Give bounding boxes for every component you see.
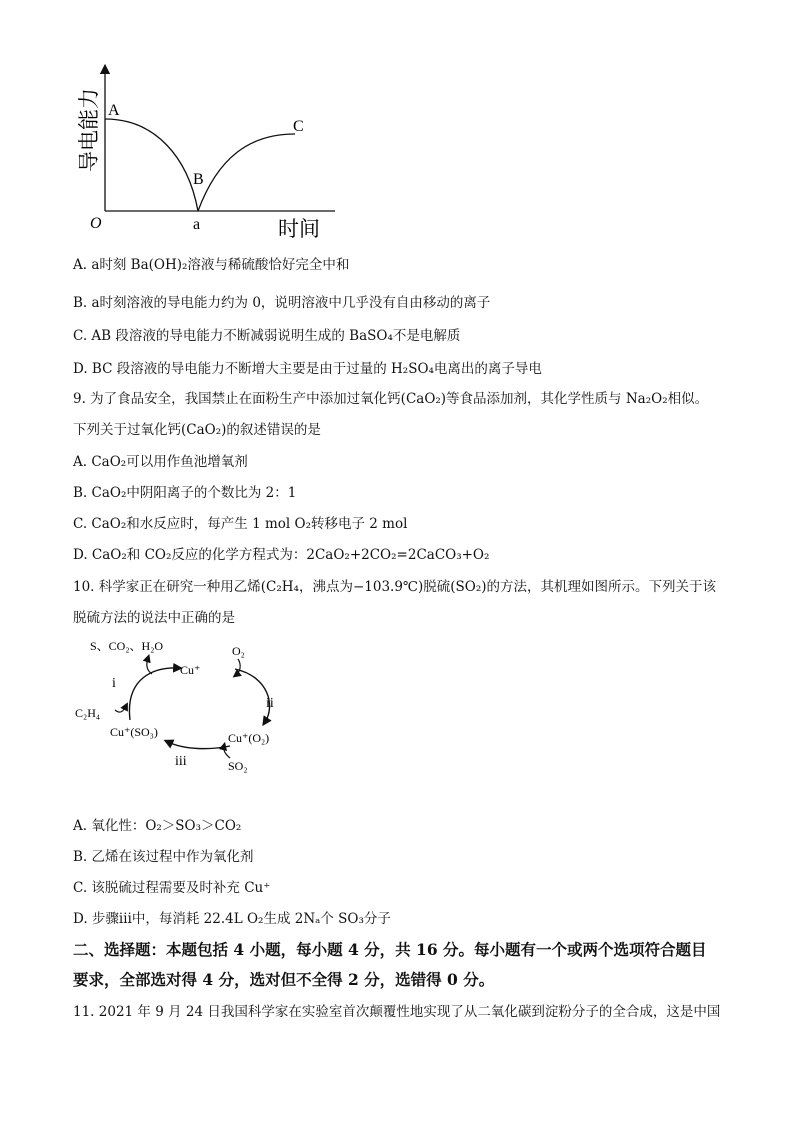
q10-stem-line2: 脱硫方法的说法中正确的是 [73, 610, 235, 626]
so2-label: SO₂ [228, 759, 248, 773]
q9-option-c: C. CaO₂和水反应时，每产生 1 mol O₂转移电子 2 mol [73, 516, 408, 532]
q10-option-b: B. 乙烯在该过程中作为氧化剂 [73, 849, 254, 865]
point-c-label: C [293, 118, 304, 135]
section2-heading-line2: 要求，全部选对得 4 分，选对但不全得 2 分，选错得 0 分。 [73, 970, 495, 989]
arrow-step-iii [168, 742, 230, 749]
arrow-so2-in [224, 746, 230, 758]
c2h4-label: C₂H₄ [75, 706, 101, 720]
curve-bc [198, 134, 295, 211]
conductivity-graph [70, 62, 370, 242]
o2-label: O₂ [232, 644, 245, 658]
step-i-label: i [112, 676, 116, 691]
cu-plus-label: Cu⁺ [180, 663, 201, 677]
x-axis-label: 时间 [278, 217, 320, 241]
q10-option-a: A. 氧化性：O₂＞SO₃＞CO₂ [73, 818, 242, 834]
q9-option-d: D. CaO₂和 CO₂反应的化学方程式为：2CaO₂+2CO₂=2CaCO₃+O₂ [73, 547, 490, 563]
step-ii-label: ii [266, 696, 274, 711]
q8-option-a: A. a时刻 Ba(OH)₂溶液与稀硫酸恰好完全中和 [73, 257, 350, 273]
origin-label: O [90, 215, 102, 232]
q8-option-b: B. a时刻溶液的导电能力约为 0，说明溶液中几乎没有自由移动的离子 [73, 295, 491, 311]
step-iii-label: iii [175, 754, 187, 769]
x-tick-label: a [193, 216, 201, 233]
q10-stem-line1: 10. 科学家正在研究一种用乙烯(C₂H₄，沸点为−103.9℃)脱硫(SO₂)的方法，其机理如图所示。下列关于该 [73, 579, 717, 595]
curve-ab [105, 119, 198, 211]
cu-o2-label: Cu⁺(O₂) [228, 731, 270, 745]
products-label: S、CO₂、H₂O [90, 639, 164, 653]
arrow-c2h4-in [115, 706, 126, 712]
q11-stem-line1: 11. 2021 年 9 月 24 日我国科学家在实验室首次颠覆性地实现了从二氧化碳到淀粉分子的全合成，这是中国 [73, 1004, 721, 1020]
q9-stem-line1: 9. 为了食品安全，我国禁止在面粉生产中添加过氧化钙(CaO₂)等食品添加剂，其化学性质与 Na₂O₂相似。 [73, 391, 709, 407]
arrow-o2-in [236, 659, 240, 675]
q10-option-c: C. 该脱硫过程需要及时补充 Cu⁺ [73, 880, 271, 896]
q9-stem-line2: 下列关于过氧化钙(CaO₂)的叙述错误的是 [73, 422, 321, 438]
arrow-step-ii [235, 669, 270, 722]
point-b-label: B [193, 171, 204, 188]
q8-option-c: C. AB 段溶液的导电能力不断减弱说明生成的 BaSO₄不是电解质 [73, 328, 461, 344]
q8-option-d: D. BC 段溶液的导电能力不断增大主要是由于过量的 H₂SO₄电离出的离子导电 [73, 361, 542, 377]
y-axis-label: 导电能力 [77, 88, 101, 172]
arrow-products-out [147, 658, 152, 674]
q9-option-b: B. CaO₂中阴阳离子的个数比为 2：1 [73, 485, 297, 501]
q9-option-a: A. CaO₂可以用作鱼池增氧剂 [73, 454, 248, 470]
arrow-step-i [129, 668, 178, 720]
q10-option-d: D. 步骤ⅲ中，每消耗 22.4L O₂生成 2Nₐ个 SO₃分子 [73, 911, 391, 927]
section2-heading-line1: 二、选择题：本题包括 4 小题，每小题 4 分，共 16 分。每小题有一个或两个选项符合题目 [73, 940, 707, 959]
cu-so3-label: Cu⁺(SO₃) [110, 725, 158, 739]
point-a-label: A [108, 102, 120, 119]
desulfurization-cycle-diagram [70, 632, 310, 782]
